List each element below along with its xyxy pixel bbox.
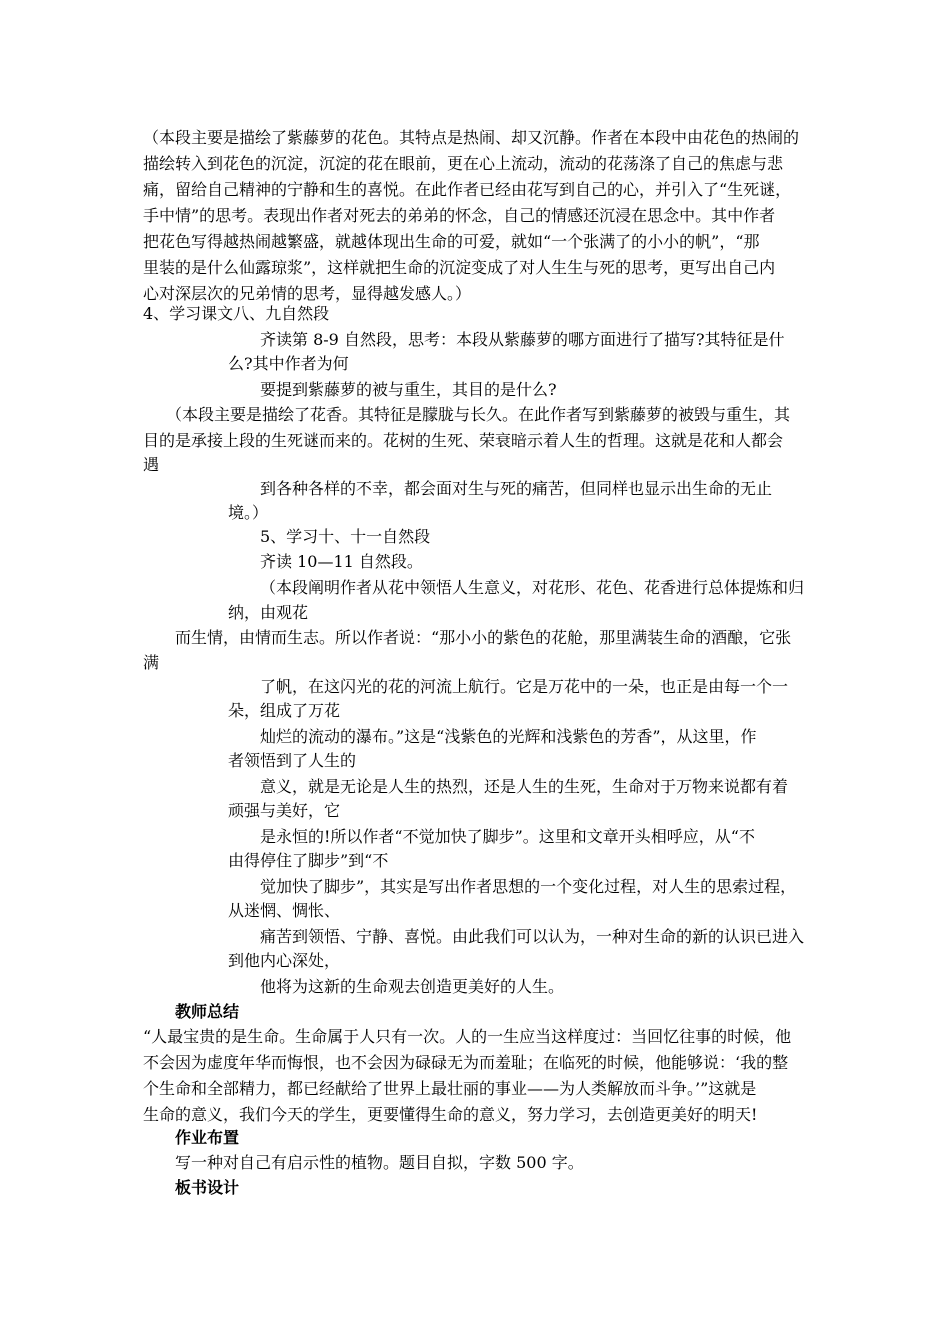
text-line: （本段阐明作者从花中领悟人生意义，对花形、花色、花香进行总体提炼和归 [260, 578, 805, 597]
text-line: 写一种对自己有启示性的植物。题目自拟，字数 500 字。 [175, 1153, 584, 1172]
text-line: 手中情”的思考。表现出作者对死去的弟弟的怀念，自己的情感还沉浸在思念中。其中作者 [143, 206, 776, 225]
section-heading: 4、学习课文八、九自然段 [143, 304, 330, 323]
text-line: 痛苦到领悟、宁静、喜悦。由此我们可以认为，一种对生命的新的认识已进入 [260, 927, 805, 946]
section-heading: 教师总结 [175, 1002, 240, 1021]
text-line: 纳，由观花 [228, 603, 309, 622]
text-line: 境。） [228, 503, 269, 522]
section-heading: 5、学习十、十一自然段 [260, 527, 431, 546]
text-line: 遇 [143, 455, 160, 474]
text-line: 朵，组成了万花 [228, 701, 341, 720]
text-line: 满 [143, 653, 160, 672]
text-line: 目的是承接上段的生死谜而来的。花树的生死、荣衰暗示着人生的哲理。这就是花和人都会 [143, 431, 784, 450]
text-line: 者领悟到了人生的 [228, 751, 357, 770]
text-line: 心对深层次的兄弟情的思考，显得越发感人。） [143, 284, 472, 303]
text-line: 觉加快了脚步”，其实是写出作者思想的一个变化过程，对人生的思索过程， [260, 877, 797, 896]
text-line: 他将为这新的生命观去创造更美好的人生。 [260, 977, 565, 996]
text-line: 描绘转入到花色的沉淀，沉淀的花在眼前，更在心上流动，流动的花荡涤了自己的焦虑与悲 [143, 154, 784, 173]
text-line: 里装的是什么仙露琼浆”，这样就把生命的沉淀变成了对人生生与死的思考，更写出自己内 [143, 258, 776, 277]
section-heading: 作业布置 [175, 1128, 240, 1147]
text-line: 到他内心深处， [228, 951, 341, 970]
text-line: “人最宝贵的是生命。生命属于人只有一次。人的一生应当这样度过：当回忆往事的时候，他 [143, 1027, 792, 1046]
text-line: （本段主要是描绘了花香。其特征是朦胧与长久。在此作者写到紫藤萝的被毁与重生，其 [166, 405, 791, 424]
text-line: 顽强与美好，它 [228, 801, 341, 820]
text-line: 痛，留给自己精神的宁静和生的喜悦。在此作者已经由花写到自己的心，并引入了“生死谜， [143, 180, 792, 199]
text-line: 齐读第 8-9 自然段，思考：本段从紫藤萝的哪方面进行了描写?其特征是什 [260, 330, 785, 349]
text-line: 意义，就是无论是人生的热烈，还是人生的生死，生命对于万物来说都有着 [260, 777, 789, 796]
text-line: （本段主要是描绘了紫藤萝的花色。其特点是热闹、却又沉静。作者在本段中由花色的热闹的 [143, 128, 800, 147]
text-line: 灿烂的流动的瀑布。”这是“浅紫色的光辉和浅紫色的芳香”，从这里，作 [260, 727, 757, 746]
text-line: 要提到紫藤萝的被与重生，其目的是什么? [260, 380, 557, 399]
text-line: 个生命和全部精力，都已经献给了世界上最壮丽的事业——为人类解放而斗争。’”这就是 [143, 1079, 757, 1098]
text-line: 把花色写得越热闹越繁盛，就越体现出生命的可爱，就如“一个张满了的小小的帆”，“那 [143, 232, 760, 251]
text-line: 到各种各样的不幸，都会面对生与死的痛苦，但同样也显示出生命的无止 [260, 479, 773, 498]
text-line: 了帆，在这闪光的花的河流上航行。它是万花中的一朵，也正是由每一个一 [260, 677, 789, 696]
text-line: 是永恒的!所以作者“不觉加快了脚步”。这里和文章开头相呼应，从“不 [260, 827, 755, 846]
text-line: 齐读 10—11 自然段。 [260, 552, 423, 571]
text-line: 而生情，由情而生志。所以作者说：“那小小的紫色的花舱，那里满装生命的酒酿，它张 [175, 628, 792, 647]
text-line: 生命的意义，我们今天的学生，更要懂得生命的意义，努力学习，去创造更美好的明天! [143, 1105, 758, 1124]
text-line: 不会因为虚度年华而悔恨，也不会因为碌碌无为而羞耻；在临死的时候，他能够说：‘我的整 [143, 1053, 789, 1072]
text-line: 么?其中作者为何 [228, 354, 349, 373]
text-line: 从迷惘、惆怅、 [228, 901, 341, 920]
text-line: 由得停住了脚步”到“不 [228, 851, 389, 870]
section-heading: 板书设计 [175, 1178, 240, 1197]
